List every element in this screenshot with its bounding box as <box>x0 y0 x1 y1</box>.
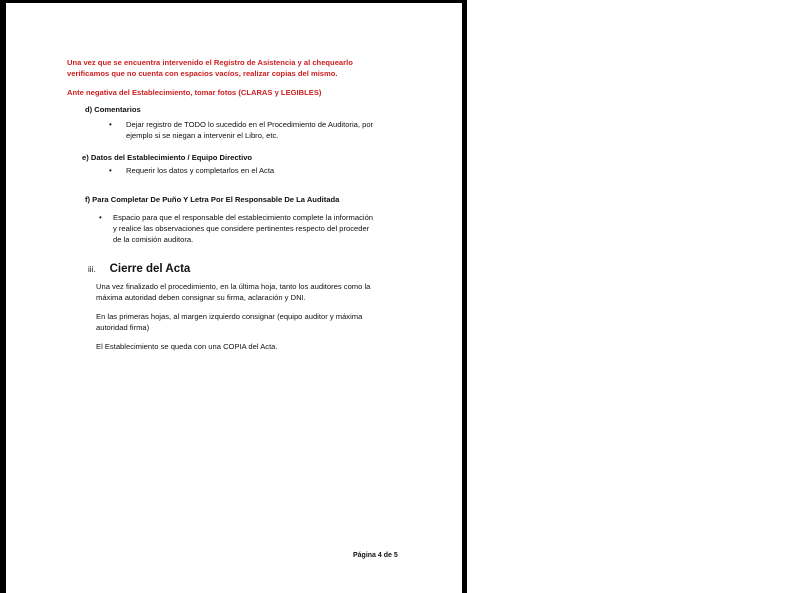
document-page <box>6 3 462 593</box>
section-f-bullet-line-3: de la comisión auditora. <box>113 235 194 244</box>
section-d-bullet-line-1: Dejar registro de TODO lo sucedido en el Procedimiento de Auditoria, por <box>126 120 374 129</box>
section-f-bullet-line-2: y realice las observaciones que considere pertinentes respecto del proceder <box>113 224 370 233</box>
section-iii-title: Cierre del Acta <box>109 263 191 275</box>
section-d-bullet-line-2: ejemplo si se niegan a intervenir el Libro, etc. <box>126 131 279 140</box>
section-d-title: d) Comentarios <box>85 105 141 114</box>
bullet-icon: • <box>109 166 112 175</box>
section-iii-p2-line-2: autoridad firma) <box>96 323 150 332</box>
page-frame-right <box>462 0 467 593</box>
section-iii-number: iii. <box>88 265 96 274</box>
section-iii-p3: El Establecimiento se queda con una COPIA del Acta. <box>96 342 278 351</box>
section-e-title: e) Datos del Establecimiento / Equipo Directivo <box>82 153 253 162</box>
bullet-icon: • <box>109 120 112 129</box>
section-iii-heading <box>88 263 190 275</box>
section-f-title: f) Para Completar De Puño Y Letra Por El Responsable De La Auditada <box>85 195 340 204</box>
section-f-bullet-line-1: Espacio para que el responsable del establecimiento complete la información <box>113 213 374 222</box>
section-iii-p1-line-1: Una vez finalizado el procedimiento, en la última hoja, tanto los auditores como la <box>96 282 371 291</box>
section-iii-p1-line-2: máxima autoridad deben consignar su firma, aclaración y DNI. <box>96 293 306 302</box>
section-e-bullet-line-1: Requerir los datos y completarlos en el Acta <box>126 166 275 175</box>
intro-line-1: Una vez que se encuentra intervenido el Registro de Asistencia y al chequearlo <box>67 58 353 67</box>
section-iii-p2-line-1: En las primeras hojas, al margen izquierdo consignar (equipo auditor y máxima <box>96 312 363 321</box>
intro-negative-note: Ante negativa del Establecimiento, tomar fotos (CLARAS y LEGIBLES) <box>67 88 322 97</box>
bullet-icon: • <box>99 213 102 222</box>
page-number: Página 4 de 5 <box>353 552 398 559</box>
intro-line-2: verificamos que no cuenta con espacios vacíos, realizar copias del mismo. <box>67 69 338 78</box>
